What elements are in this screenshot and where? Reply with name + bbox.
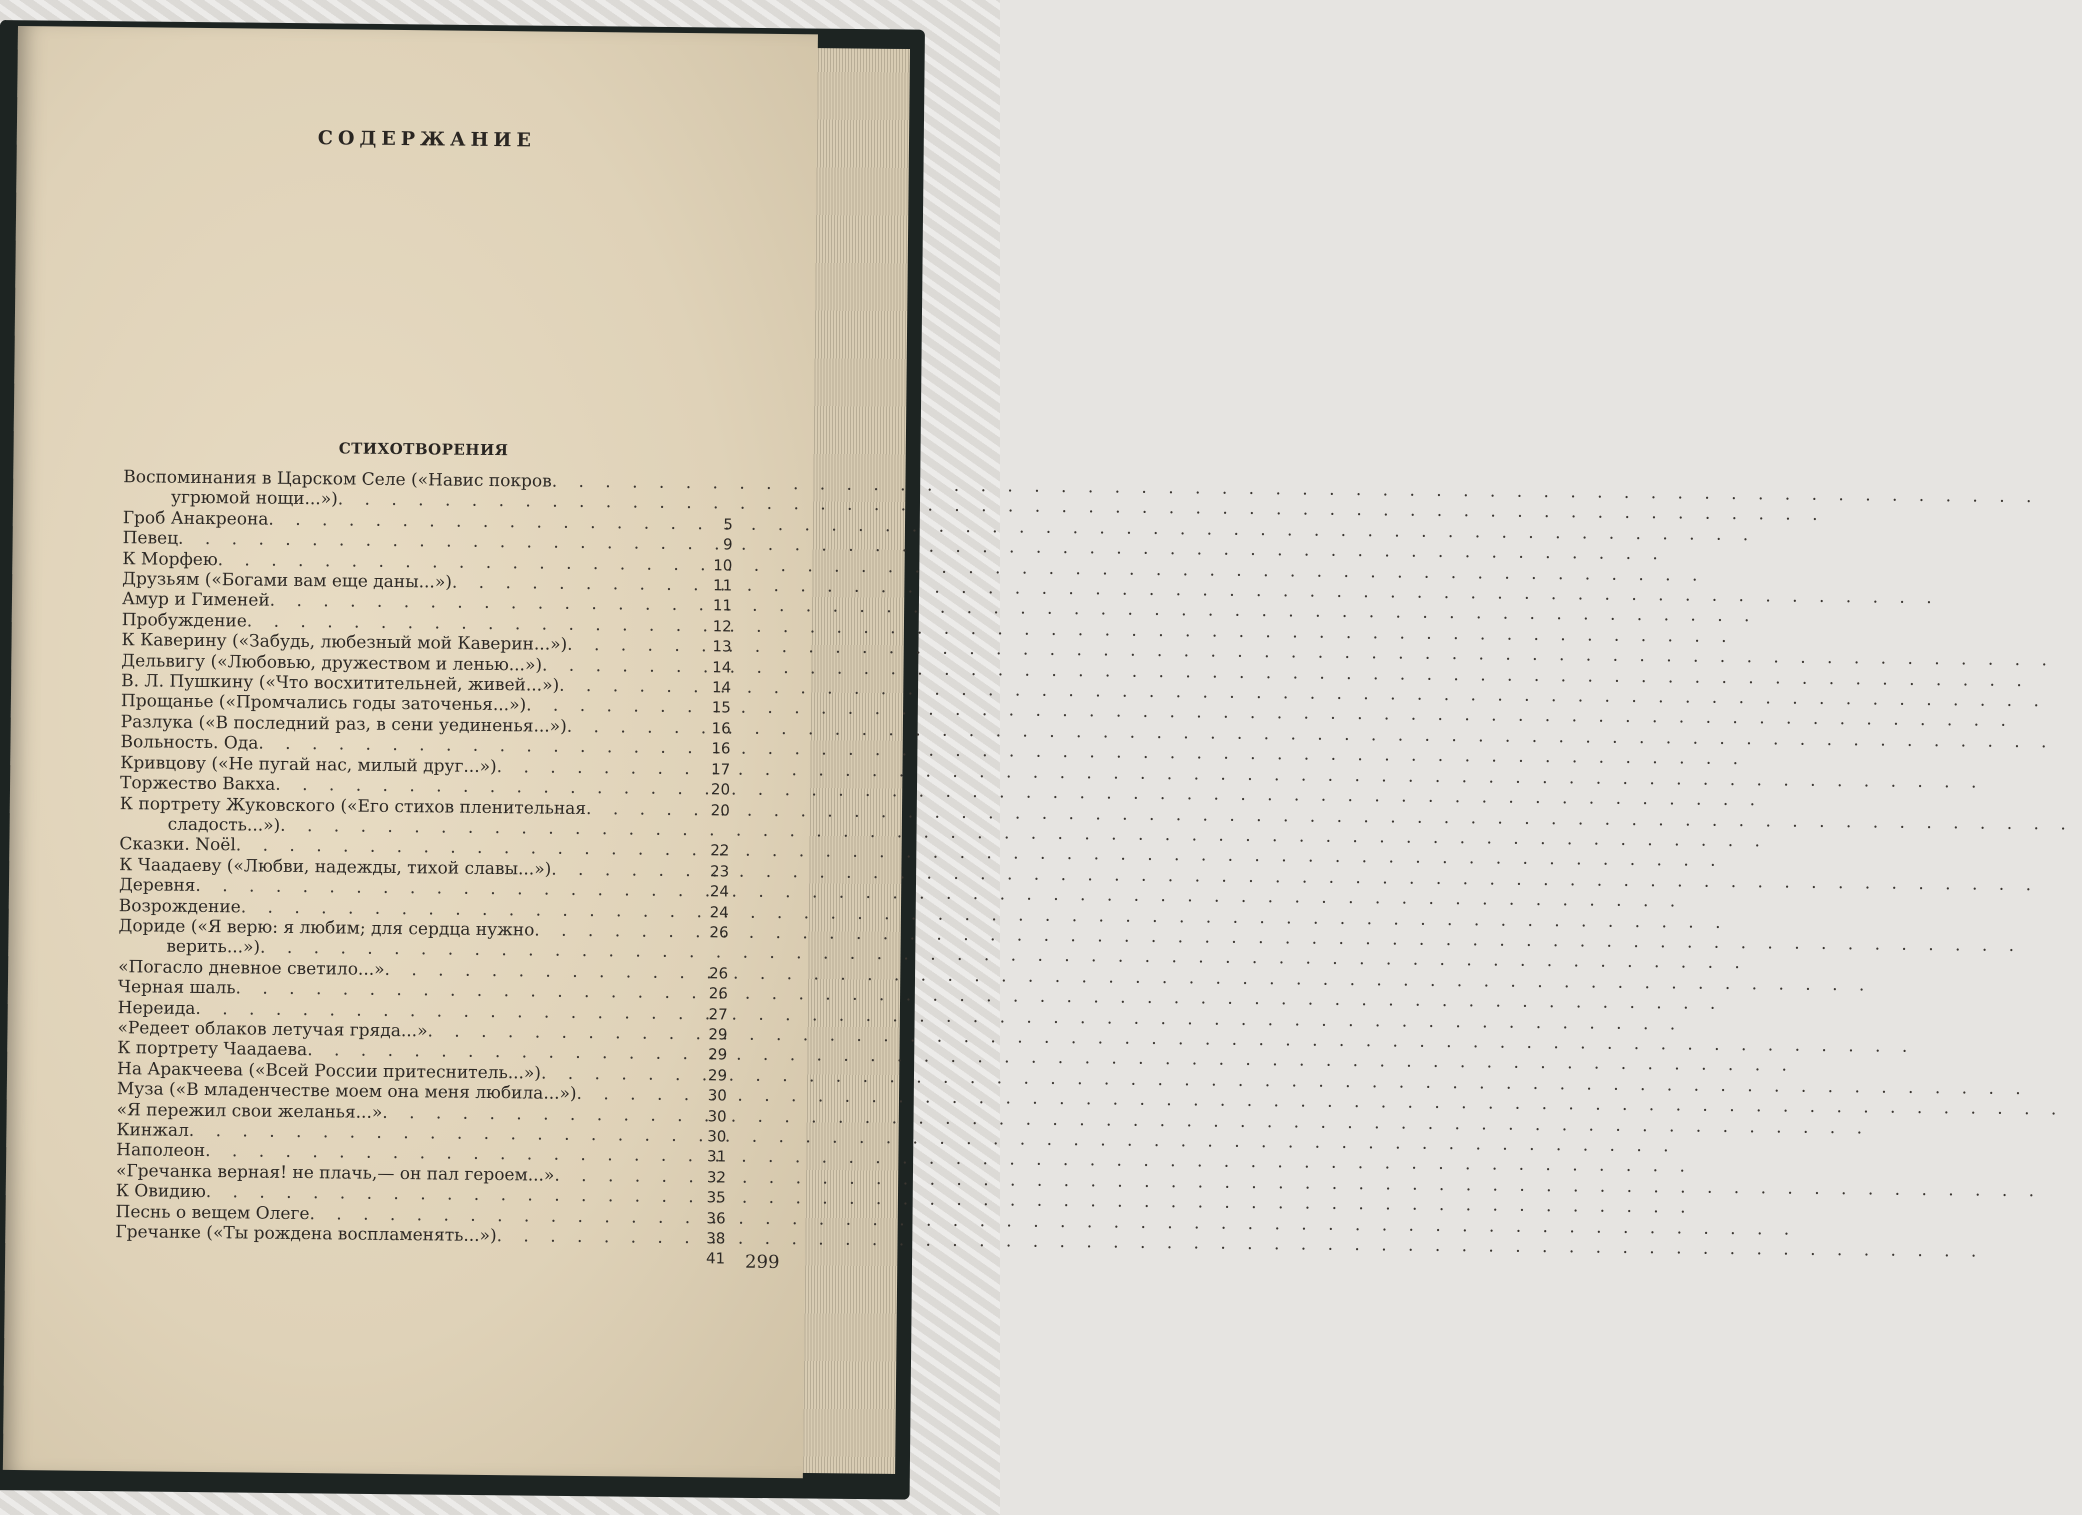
toc-entry-page: 24 <box>709 882 730 901</box>
toc-entry-page: 29 <box>708 1045 728 1064</box>
toc-dot-leader <box>534 920 676 942</box>
toc-entry-page: 9 <box>722 535 733 554</box>
toc-entry-page: 10 <box>713 555 733 575</box>
toc-entry-page: 30 <box>707 1127 727 1146</box>
toc-entry-page: 11 <box>712 576 733 595</box>
toc-dot-leader <box>541 1063 675 1085</box>
toc-entry-page: 29 <box>707 1066 728 1085</box>
toc-entry-title: Песнь о вещем Олеге <box>115 1201 310 1224</box>
toc-entry-page: 13 <box>712 637 732 656</box>
toc-entry-page: 36 <box>706 1208 726 1228</box>
toc-dot-leader <box>567 635 680 657</box>
toc-entry-title: К Овидию <box>115 1181 206 1203</box>
toc-entry-title: К Морфею <box>122 548 218 570</box>
toc-entry-title: Кривцову («Не пугай нас, милый друг...») <box>120 752 497 777</box>
toc-entry-title: Амур и Гименей <box>121 589 270 612</box>
toc-dot-leader <box>497 1226 674 1248</box>
toc-dot-leader <box>551 859 677 881</box>
toc-entry-page: 24 <box>709 902 729 922</box>
toc-entry-title: К портрету Жуковского («Его стихов пленительная <box>119 793 587 819</box>
toc-entry-page: 16 <box>711 739 731 758</box>
toc-entry-page: 30 <box>707 1106 727 1126</box>
page-heading: СОДЕРЖАНИЕ <box>317 127 537 152</box>
toc-entry-page: 23 <box>710 862 730 881</box>
toc-entry-title: Разлука («В последний раз, в сени уединенья...») <box>120 711 567 737</box>
toc-entry-title: Вольность. Ода <box>120 732 259 754</box>
toc-entry-title: Торжество Вакха <box>119 773 276 795</box>
toc-entry-page: 20 <box>710 800 730 819</box>
toc-dot-leader <box>559 676 679 698</box>
toc-entry-title: Черная шаль <box>117 977 236 999</box>
toc-entry-page: 41 <box>705 1249 726 1268</box>
book-page <box>3 26 818 1478</box>
toc-entry-page: 5 <box>723 515 733 534</box>
toc-entry-page: 26 <box>708 964 729 983</box>
toc-entry-page: 32 <box>706 1168 727 1187</box>
toc-entry-title: К Каверину («Забудь, любезный мой Каверин...») <box>121 630 568 656</box>
toc-entry-title: Дельвигу («Любовью, дружеством и ленью...») <box>121 650 543 676</box>
table-of-contents <box>115 467 733 1269</box>
toc-entry-page: 17 <box>711 759 731 779</box>
toc-dot-leader <box>577 1084 675 1105</box>
toc-entry-title: «Гречанка верная! не плачь,— он пал героем...» <box>115 1160 555 1186</box>
toc-dot-leader <box>567 717 679 739</box>
toc-entry-page: 14 <box>712 657 732 677</box>
toc-entry-title: К Чаадаеву («Любви, надежды, тихой славы...») <box>119 854 552 880</box>
toc-entry-page: 20 <box>710 780 731 799</box>
toc-dot-leader <box>586 798 678 819</box>
toc-entry-title: Дориде («Я верю: я любим; для сердца нужно <box>118 916 535 941</box>
toc-entry-page: 26 <box>708 984 729 1003</box>
toc-entry-title: «Погасло дневное светило...» <box>118 956 385 980</box>
toc-entry-title: Гроб Анакреона <box>122 507 269 530</box>
toc-entry-title: Гречанке («Ты рождена воспламенять...») <box>115 1222 497 1247</box>
toc-entry-title: угрюмой нощи...») <box>170 488 338 510</box>
toc-entry-title: К портрету Чаадаева <box>117 1038 308 1061</box>
toc-entry-title: «Редеет облаков летучая гряда...» <box>117 1018 428 1042</box>
toc-dot-leader <box>452 573 680 596</box>
toc-entry-title: Воспоминания в Царском Селе («Навис покров <box>123 467 552 492</box>
toc-entry-title: Деревня <box>118 875 196 897</box>
toc-dot-leader <box>497 757 679 779</box>
toc-dot-leader <box>526 696 679 718</box>
toc-entry-page: 22 <box>710 841 730 860</box>
toc-entry-page: 38 <box>706 1229 726 1248</box>
toc-entry-title: Сказки. Noël <box>119 834 236 856</box>
toc-dot-leader <box>542 655 679 677</box>
toc-dot-leader <box>554 1165 674 1187</box>
toc-entry-title: Друзьям («Богами вам еще даны...») <box>122 569 453 593</box>
toc-entry-page: 12 <box>712 617 732 636</box>
toc-entry-title: Наполеон <box>116 1140 206 1162</box>
toc-entry-title: В. Л. Пушкину («Что восхитительней, живей...») <box>121 671 560 696</box>
toc-entry-title: Муза («В младенчестве моем она меня любила...») <box>116 1079 577 1105</box>
toc-entry-page: 35 <box>706 1188 726 1207</box>
page-number: 299 <box>744 1251 780 1274</box>
toc-dot-leader <box>427 1021 675 1044</box>
toc-entry-title: верить...») <box>166 936 261 958</box>
toc-entry-title: Пробуждение <box>121 609 247 632</box>
toc-entry-title: Кинжал <box>116 1120 189 1141</box>
toc-entry-page: 11 <box>712 596 733 615</box>
toc-entry-title: сладость...») <box>167 814 281 836</box>
toc-entry-title: «Я пережил свои желанья...» <box>116 1099 383 1123</box>
toc-entry-page: 30 <box>707 1086 727 1105</box>
toc-entry-page: 31 <box>707 1147 727 1166</box>
toc-dot-leader <box>552 472 682 494</box>
toc-entry-page: 16 <box>711 719 731 738</box>
toc-entry-page: 15 <box>711 698 731 717</box>
toc-entry-title: Певец <box>122 528 179 549</box>
toc-entry-page: 14 <box>711 678 732 697</box>
toc-entry-title: Прощанье («Промчались годы заточенья...») <box>120 691 527 716</box>
toc-entry-title: Нереида <box>117 997 196 1019</box>
toc-entry-page: 26 <box>709 923 729 942</box>
toc-entry-page: 27 <box>708 1004 728 1024</box>
toc-entry-title: На Аракчеева («Всей России притеснитель...») <box>116 1058 542 1084</box>
toc-entry-page: 29 <box>708 1025 728 1044</box>
section-title: СТИХОТВОРЕНИЯ <box>338 439 509 460</box>
toc-entry-title: Возрождение <box>118 895 241 917</box>
